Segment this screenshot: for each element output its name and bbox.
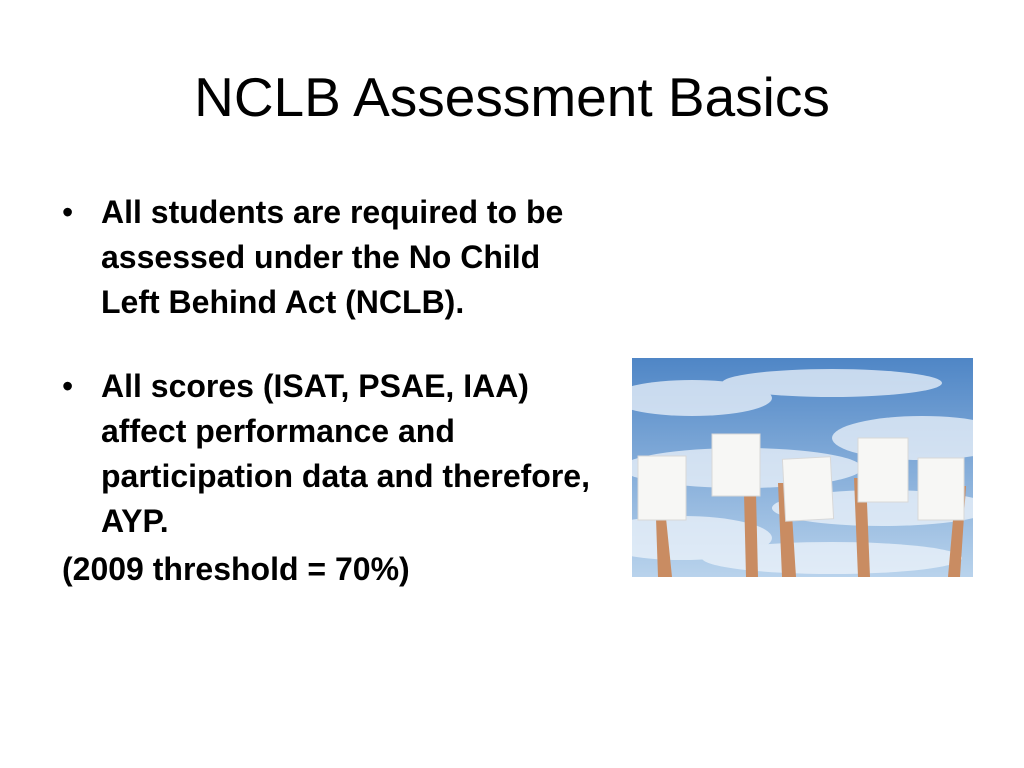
bullet-dot: •	[62, 368, 74, 404]
threshold-note: (2009 threshold = 70%)	[62, 551, 410, 587]
sign-4	[858, 438, 908, 502]
sign-1	[638, 456, 686, 520]
bullet-item	[62, 190, 607, 325]
slide-body	[62, 190, 607, 592]
sign-5	[918, 458, 964, 520]
slide-title: NCLB Assessment Basics	[194, 66, 830, 128]
sign-2	[712, 434, 760, 496]
raised-hands-illustration	[632, 358, 973, 577]
bullet-dot: •	[62, 194, 74, 230]
sign-3	[782, 457, 833, 521]
raised-hands-photo	[632, 358, 973, 577]
bullet-item	[62, 364, 607, 544]
bullet-text: All students are required to be assessed under the No Child Left Behind Act (NCLB).	[101, 194, 564, 320]
bullet-text: All scores (ISAT, PSAE, IAA) affect performance and participation data and therefore, AYP.	[101, 368, 590, 539]
